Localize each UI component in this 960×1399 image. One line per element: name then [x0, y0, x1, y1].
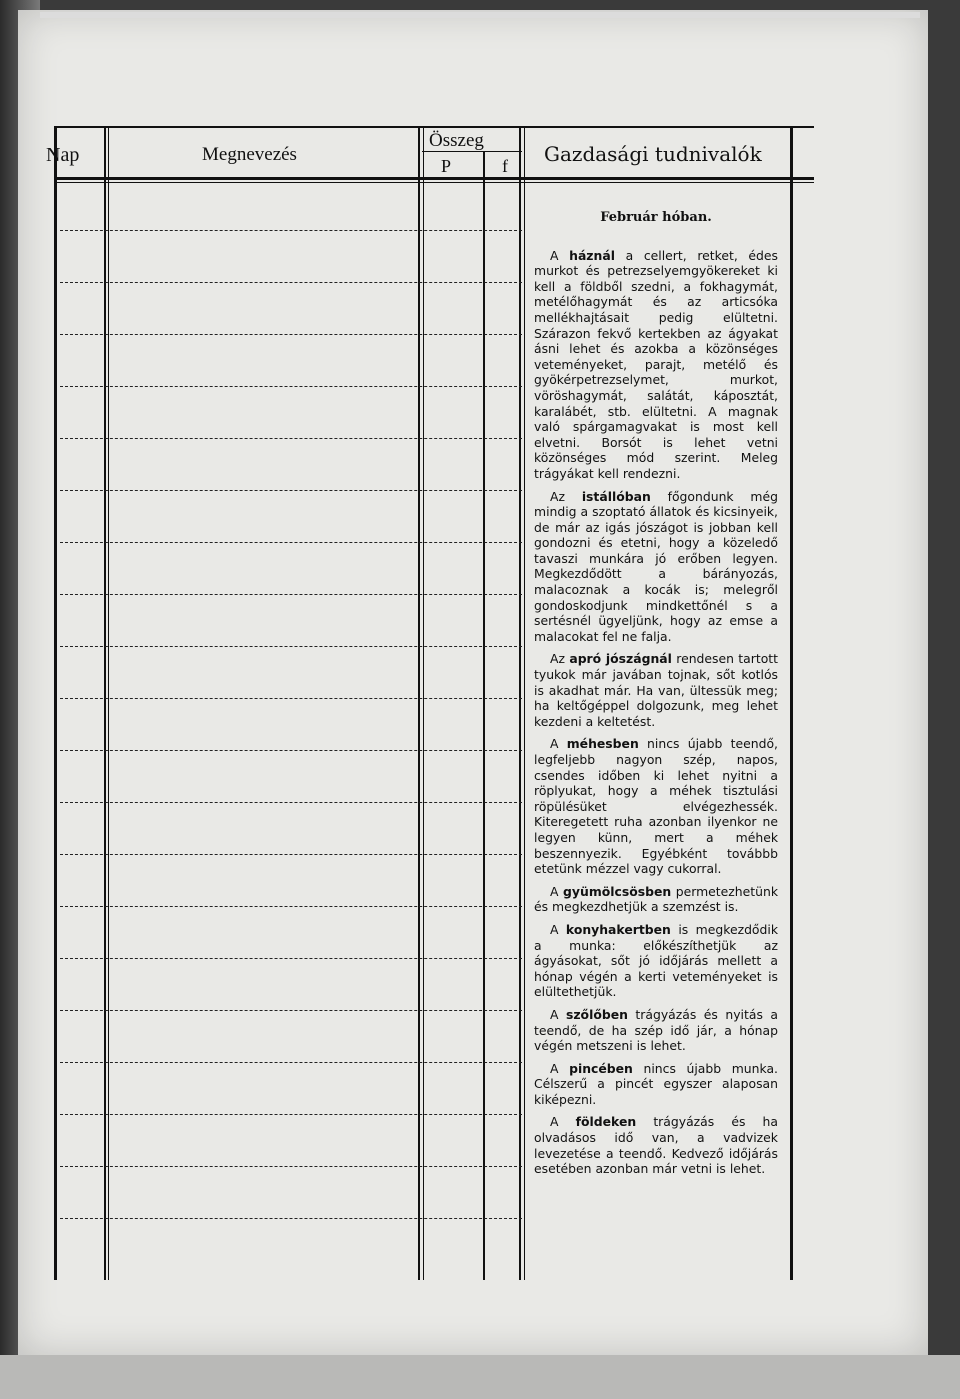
- entry-line: [60, 490, 522, 491]
- paragraph-text: trágyázás és nyitás a teendő, de ha szép idő jár, a hónap végén metszeni is lehet.: [534, 1006, 778, 1054]
- entry-line: [60, 542, 522, 543]
- paragraph-keyword: méhesben: [566, 736, 639, 752]
- table-top-rule: [54, 126, 814, 128]
- header-bottom-rule: [54, 177, 814, 180]
- paragraph-lead: A: [550, 1006, 566, 1022]
- paragraph-lead: A: [550, 1114, 576, 1130]
- entry-line: [60, 750, 522, 751]
- entry-line: [60, 1218, 522, 1219]
- pengo-subheader: P: [441, 156, 452, 176]
- paragraph-text: nincs újabb teendő, legfeljebb nagyon szép, napos, csendes időben ki lehet nyitni a röplyukat, hogy a méhek tisztulási röpülésüket elvégezhessék. Kiteregetett ruha azonban ilyenkor ne legyen künn, mert a méhek beszennyezik. Egyébként továbbb etetünk mézzel vagy cukorral.: [534, 736, 778, 877]
- paragraph-keyword: szőlőben: [565, 1006, 628, 1022]
- notes-paragraph: [534, 1007, 778, 1054]
- entry-line: [60, 438, 522, 439]
- entry-line: [60, 282, 522, 283]
- right-border: [790, 126, 793, 1280]
- entry-line: [60, 958, 522, 959]
- paragraph-text: rendesen tartott tyukok már javában tojnak, sőt kotlós is akadhat már. Ha van, ültessük meg; ha keltőgéppel dolgozunk, meg lehet kezdeni a keltetést.: [534, 651, 778, 729]
- notes-title: Február hóban.: [600, 210, 712, 225]
- notes-paragraph: [534, 489, 778, 645]
- paragraph-text: permetezhetünk és megkezdhetjük a szemzést is.: [534, 883, 779, 915]
- entry-line: [60, 386, 522, 387]
- entry-line: [60, 1114, 522, 1115]
- notes-column-header: Gazdasági tudnivalók: [544, 142, 762, 166]
- notes-paragraph: [534, 884, 778, 915]
- paragraph-lead: A: [550, 883, 564, 899]
- paragraph-text: is megkezdődik a munka: előkészíthetjük az ágyásokat, sőt jó időjárás mellett a hónap végén a kerti veteményeket is elültethetjük.: [534, 921, 778, 1000]
- paragraph-text: a cellert, retket, édes murkot és petrezselyemgyökereket ki kell a földből szedni, a fokhagymát, metélőhagymát és az articsóka mellékhajtásait pedig elültetni. Szárazon fekvő kertekben az ágyakat ásni lehet és azokba a közönséges veteményeket, parajt, metélő és gyökérpetrezselymet, murkot, vöröshagymát, salátát, káposztát, karalábét, stb. elültetni. A magnak való spárgamagvakat is most kell elvetni. Borsót is lehet vetni közönséges mód szerint. Meleg trágyákat kell rendezni.: [534, 247, 778, 481]
- entry-line: [60, 698, 522, 699]
- paragraph-lead: A: [550, 1060, 570, 1076]
- paragraph-keyword: földeken: [575, 1114, 637, 1130]
- entry-line: [60, 1062, 522, 1063]
- notes-paragraph: [534, 1061, 778, 1108]
- paragraph-text: főgondunk még mindig a szoptató állatok és kicsinyeik, de már az igás jószágot is jobban kell gondozni és etetni, hogy a közeledő tavaszi munkára jó erőben legyen. Megkezdődött a bárányozás, malacoznak a kocák is; melegről gondoskodjunk mindkettőnél s a sertésnél ügyeljünk, hogy az emse a malacokat fel ne falja.: [534, 488, 778, 644]
- notes-paragraph: [534, 1114, 778, 1176]
- amount-column-header: Összeg: [429, 130, 484, 151]
- notes-paragraph: [534, 922, 778, 1000]
- notes-paragraph: [534, 651, 778, 729]
- entry-line: [60, 1010, 522, 1011]
- entry-line: [60, 334, 522, 335]
- paragraph-text: trágyázás és ha olvadásos idő van, a vadvizek levezetése a teendő. Kedvező időjárás esetében azonban már vetni is lehet.: [534, 1114, 779, 1177]
- entry-line: [60, 802, 522, 803]
- entry-line: [60, 594, 522, 595]
- pengo-filler-rule: [483, 151, 485, 1280]
- farming-notes: [534, 210, 778, 1184]
- entry-line: [60, 906, 522, 907]
- paragraph-keyword: pincében: [569, 1060, 633, 1076]
- header-bottom-rule-thin: [54, 182, 814, 183]
- paragraph-keyword: apró jószágnál: [569, 651, 672, 667]
- name-column-rule-inner: [423, 126, 424, 1280]
- paragraph-keyword: gyümölcsösben: [563, 883, 672, 899]
- entry-line: [60, 1166, 522, 1167]
- page-top-edge: [40, 12, 920, 18]
- notes-paragraph: [534, 248, 778, 482]
- entry-line: [60, 646, 522, 647]
- paragraph-keyword: háznál: [569, 247, 615, 263]
- filler-subheader: f: [502, 156, 508, 176]
- paragraph-keyword: istállóban: [581, 488, 651, 504]
- amount-column-rule-inner: [524, 126, 525, 1280]
- paragraph-text: nincs újabb munka. Célszerű a pincét egyszer alaposan kiképezni.: [534, 1060, 778, 1107]
- left-border: [54, 126, 57, 1280]
- paragraph-lead: Az: [550, 651, 570, 667]
- entry-line: [60, 230, 522, 231]
- entry-line: [60, 854, 522, 855]
- notes-paragraph: [534, 736, 778, 876]
- paragraph-lead: A: [550, 247, 570, 263]
- paragraph-lead: A: [550, 736, 567, 752]
- name-column-header: Megnevezés: [202, 144, 297, 165]
- day-column-rule: [104, 126, 106, 1280]
- amount-column-rule: [519, 126, 521, 1280]
- day-column-header: Nap: [46, 144, 80, 166]
- name-column-rule: [418, 126, 420, 1280]
- notes-body: [534, 248, 778, 1177]
- paragraph-lead: A: [550, 921, 566, 937]
- day-column-rule-inner: [108, 126, 109, 1280]
- paragraph-keyword: konyhakertben: [565, 921, 671, 937]
- paragraph-lead: Az: [550, 488, 582, 504]
- page-bottom-edge: [0, 1355, 960, 1399]
